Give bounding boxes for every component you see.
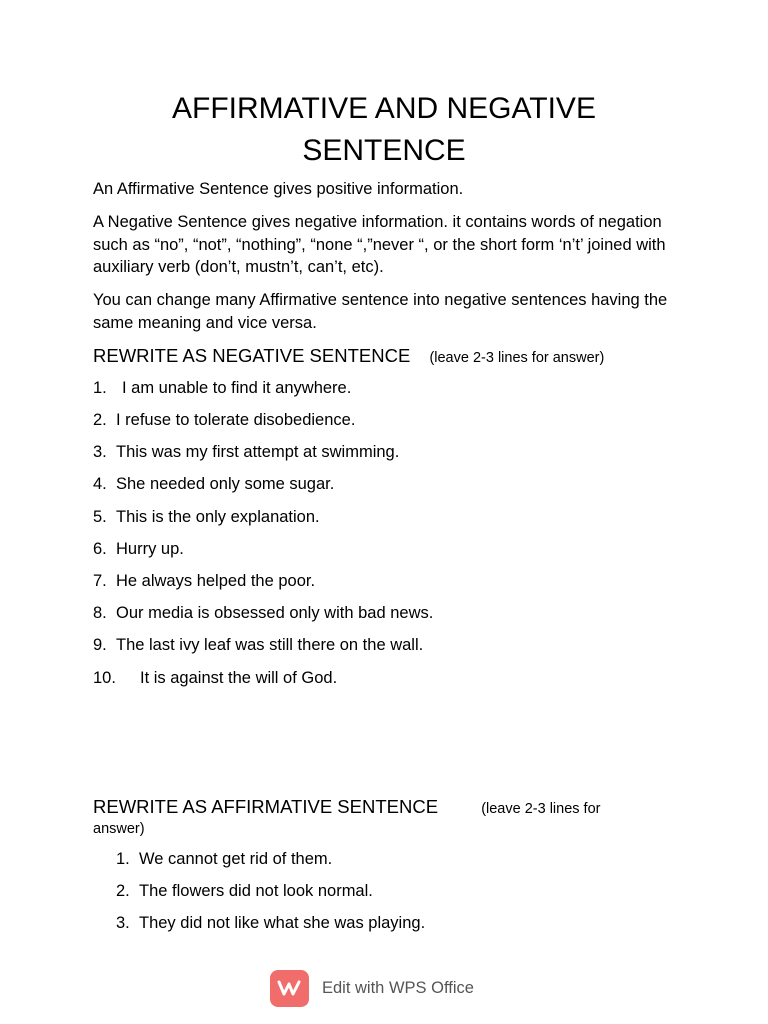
- wps-logo-glyph: [277, 979, 303, 997]
- list-item-number: 2.: [116, 882, 130, 900]
- list-item-number: 9.: [93, 636, 107, 654]
- list-item-number: 2.: [93, 411, 107, 429]
- list-item-text: I refuse to tolerate disobedience.: [116, 411, 356, 429]
- list-item-text: He always helped the poor.: [116, 572, 316, 590]
- list-item: [116, 848, 332, 870]
- page-title: [0, 88, 768, 172]
- section-heading-affirmative: [93, 796, 693, 820]
- list-item-number: 4.: [93, 475, 107, 493]
- wps-office-logo-icon: [270, 970, 309, 1007]
- list-item: [93, 506, 320, 528]
- list-item-text: Hurry up.: [116, 540, 184, 558]
- list-item: [93, 377, 351, 399]
- list-item-text: They did not like what she was playing.: [139, 914, 426, 932]
- list-item: [116, 880, 373, 902]
- list-item-text: This is the only explanation.: [116, 508, 320, 526]
- edit-with-wps-office-text: Edit with WPS Office: [322, 978, 474, 997]
- list-item-text: We cannot get rid of them.: [139, 850, 333, 868]
- list-item: [93, 409, 355, 431]
- list-item-number: 1.: [116, 850, 130, 868]
- list-item: [93, 538, 184, 560]
- list-item-text: I am unable to find it anywhere.: [122, 379, 352, 397]
- list-item-text: She needed only some sugar.: [116, 475, 335, 493]
- list-item-text: The flowers did not look normal.: [139, 882, 373, 900]
- list-item-text: Our media is obsessed only with bad news.: [116, 604, 434, 622]
- section-heading-negative-note: (leave 2-3 lines for answer): [429, 350, 605, 366]
- list-item: [93, 441, 399, 463]
- list-item-number: 1.: [93, 379, 107, 397]
- edit-with-wps-office-link[interactable]: [270, 969, 474, 1007]
- intro-paragraph-affirmative: An Affirmative Sentence gives positive information.: [93, 180, 464, 198]
- list-item-number: 8.: [93, 604, 107, 622]
- page-title-line-1: AFFIRMATIVE AND NEGATIVE: [172, 92, 596, 125]
- list-item: [93, 570, 315, 592]
- list-item-number: 7.: [93, 572, 107, 590]
- section-heading-affirmative-title: REWRITE AS AFFIRMATIVE SENTENCE: [93, 796, 439, 817]
- list-item-number: 3.: [93, 443, 107, 461]
- list-item-number: 6.: [93, 540, 107, 558]
- list-item-text: This was my first attempt at swimming.: [116, 443, 400, 461]
- list-item: [93, 473, 334, 495]
- list-item-number: 5.: [93, 508, 107, 526]
- list-item-number: 3.: [116, 914, 130, 932]
- list-item-text: The last ivy leaf was still there on the wall.: [116, 636, 424, 654]
- section-heading-negative-title: REWRITE AS NEGATIVE SENTENCE: [93, 345, 411, 366]
- list-item-number: 10.: [93, 669, 116, 687]
- intro-paragraph-negative: A Negative Sentence gives negative information. it contains words of negation such as “no”, “not”, “nothing”, “none “,”never “, or the short form ‘n’t’ joined with auxiliary verb (don’t, mustn’t, can’t, etc).: [93, 213, 666, 276]
- list-item: [93, 667, 337, 689]
- section-heading-negative: [93, 345, 693, 369]
- list-item: [116, 912, 425, 934]
- intro-paragraph-change: You can change many Affirmative sentence into negative sentences having the same meaning and vice versa.: [93, 291, 668, 332]
- section-heading-affirmative-note-continued: answer): [93, 821, 145, 837]
- page-title-line-2: SENTENCE: [302, 134, 466, 167]
- list-item: [93, 634, 423, 656]
- list-item-text: It is against the will of God.: [140, 669, 338, 687]
- list-item: [93, 602, 433, 624]
- section-heading-affirmative-note: (leave 2-3 lines for: [481, 801, 601, 817]
